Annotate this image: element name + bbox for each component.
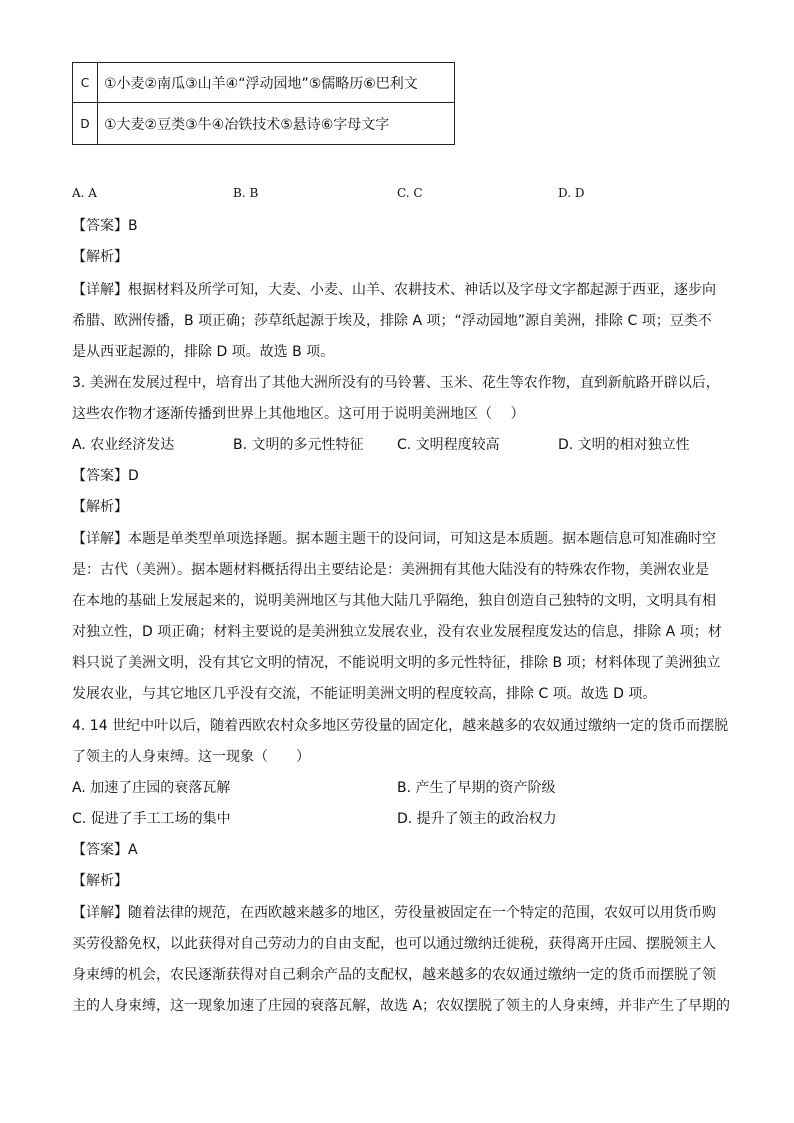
q3-stem-line: 3. 美洲在发展过程中，培育出了其他大洲所没有的马铃薯、玉米、花生等农作物，直到新航路开辟以后， bbox=[72, 375, 720, 391]
q2-analysis-heading: 【解析】 bbox=[72, 249, 128, 265]
q4-detail-line: 买劳役豁免权，以此获得对自己劳动力的自由支配，也可以通过缴纳迁徙税，获得离开庄园、摆脱领主人 bbox=[72, 936, 716, 952]
q2-detail-line: 【详解】根据材料及所学可知，大麦、小麦、山羊、农耕技术、神话以及字母文字都起源于西亚，逐步向 bbox=[72, 282, 716, 298]
q4-answer: 【答案】A bbox=[72, 842, 138, 858]
q3-answer: 【答案】D bbox=[72, 468, 139, 484]
q4-option-c: C. 促进了手工工场的集中 bbox=[72, 811, 231, 827]
option-key: D bbox=[73, 103, 98, 145]
q4-detail-line: 身束缚的机会，农民逐渐获得对自己剩余产品的支配权，越来越多的农奴通过缴纳一定的货币而摆脱了领 bbox=[72, 967, 716, 983]
table-row bbox=[73, 63, 455, 103]
q4-stem-line: 4. 14 世纪中叶以后，随着西欧农村众多地区劳役量的固定化，越来越多的农奴通过缴纳一定的货币而摆脱 bbox=[72, 718, 729, 734]
q2-detail-line: 是从西亚起源的，排除 D 项。故选 B 项。 bbox=[72, 344, 335, 360]
q4-analysis-heading: 【解析】 bbox=[72, 873, 128, 889]
q3-detail-line: 是：古代（美洲）。据本题材料概括得出主要结论是：美洲拥有其他大陆没有的特殊农作物，美洲农业是 bbox=[72, 562, 709, 578]
q4-option-a: A. 加速了庄园的衰落瓦解 bbox=[72, 780, 231, 796]
q3-detail-line: 在本地的基础上发展起来的，说明美洲地区与其他大陆几乎隔绝，独自创造自己独特的文明，文明具有相 bbox=[72, 593, 716, 609]
option-value: ①大麦②豆类③牛④冶铁技术⑤悬诗⑥字母文字 bbox=[98, 103, 455, 145]
q4-stem-line: 了领主的人身束缚。这一现象（ ） bbox=[72, 749, 310, 765]
q3-stem-line: 这些农作物才逐渐传播到世界上其他地区。这可用于说明美洲地区（ ） bbox=[72, 406, 525, 422]
q2-option-c: C. C bbox=[397, 186, 423, 200]
q4-option-b: B. 产生了早期的资产阶级 bbox=[397, 780, 556, 796]
q3-detail-line: 发展农业，与其它地区几乎没有交流，不能证明美洲文明的程度较高，排除 C 项。故选 D 项。 bbox=[72, 686, 657, 702]
q2-answer: 【答案】B bbox=[72, 218, 138, 234]
q3-detail-line: 【详解】本题是单类型单项选择题。据本题主题干的设问词，可知这是本质题。据本题信息可知准确时空 bbox=[72, 531, 716, 547]
q4-detail-line: 主的人身束缚，这一现象加速了庄园的衰落瓦解，故选 A；农奴摆脱了领主的人身束缚，并非产生了早期的 bbox=[72, 998, 731, 1014]
q3-option-c: C. 文明程度较高 bbox=[397, 437, 500, 453]
q3-detail-line: 料只说了美洲文明，没有其它文明的情况，不能说明文明的多元性特征，排除 B 项；材料体现了美洲独立 bbox=[72, 655, 721, 671]
q4-detail-line: 【详解】随着法律的规范，在西欧越来越多的地区，劳役量被固定在一个特定的范围，农奴可以用货币购 bbox=[72, 905, 716, 921]
q3-option-a: A. 农业经济发达 bbox=[72, 437, 175, 453]
q2-option-a: A. A bbox=[72, 186, 97, 200]
q3-option-b: B. 文明的多元性特征 bbox=[233, 437, 364, 453]
option-value: ①小麦②南瓜③山羊④“浮动园地”⑤儒略历⑥巴利文 bbox=[98, 63, 455, 103]
q2-option-d: D. D bbox=[558, 186, 585, 200]
q3-option-d: D. 文明的相对独立性 bbox=[558, 437, 690, 453]
table-row bbox=[73, 103, 455, 145]
q3-analysis-heading: 【解析】 bbox=[72, 499, 128, 515]
options-table bbox=[72, 62, 455, 145]
option-key: C bbox=[73, 63, 98, 103]
q3-detail-line: 对独立性，D 项正确；材料主要说的是美洲独立发展农业，没有农业发展程度发达的信息，排除 A 项；材 bbox=[72, 624, 722, 640]
q4-option-d: D. 提升了领主的政治权力 bbox=[397, 811, 557, 827]
q2-detail-line: 希腊、欧洲传播，B 项正确；莎草纸起源于埃及，排除 A 项；“浮动园地”源自美洲，排除 C 项；豆类不 bbox=[72, 313, 712, 329]
q2-option-b: B. B bbox=[233, 186, 259, 200]
